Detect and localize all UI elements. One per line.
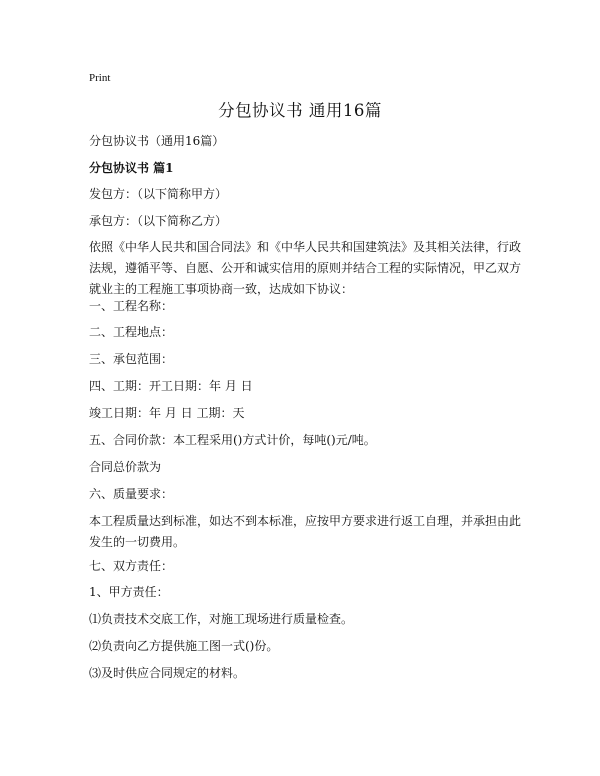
item-contract-price: 五、合同价款：本工程采用()方式计价，每吨()元/吨。 — [89, 433, 376, 447]
duty-technical-briefing: ⑴负责技术交底工作，对施工现场进行质量检查。 — [89, 612, 354, 626]
party-b-line: 承包方：（以下简称乙方） — [89, 214, 228, 228]
item-schedule-start: 四、工期：开工日期：年 月 日 — [89, 379, 253, 393]
item-quality: 六、质量要求： — [89, 487, 174, 501]
item-project-location: 二、工程地点： — [89, 325, 174, 339]
item-project-name: 一、工程名称： — [89, 299, 174, 313]
print-label: Print — [89, 72, 111, 84]
duty-supply-materials: ⑶及时供应合同规定的材料。 — [89, 666, 246, 680]
item-party-a-duties: 1、甲方责任： — [89, 585, 169, 599]
item-contract-scope: 三、承包范围： — [89, 352, 174, 366]
document-subtitle: 分包协议书（通用16篇） — [89, 134, 225, 148]
duty-provide-drawings: ⑵负责向乙方提供施工图一式()份。 — [89, 639, 279, 653]
party-a-line: 发包方：（以下简称甲方） — [89, 187, 228, 201]
item-responsibilities: 七、双方责任： — [89, 559, 174, 573]
item-total-price: 合同总价款为 — [89, 460, 162, 474]
intro-paragraph: 依照《中华人民共和国合同法》和《中华人民共和国建筑法》及其相关法律，行政法规，遵循平等、自愿、公开和诚实信用的原则并结合工程的实际情况，甲乙双方就业主的工程施工事项协商一致，达成如下协议： — [89, 240, 522, 296]
item-schedule-end: 竣工日期：年 月 日 工期：天 — [89, 406, 245, 420]
document-title: 分包协议书 通用16篇 — [218, 101, 382, 120]
quality-paragraph: 本工程质量达到标准，如达不到本标准，应按甲方要求进行返工自理，并承担由此发生的一切费用。 — [89, 514, 522, 549]
section-heading: 分包协议书 篇1 — [89, 161, 174, 175]
